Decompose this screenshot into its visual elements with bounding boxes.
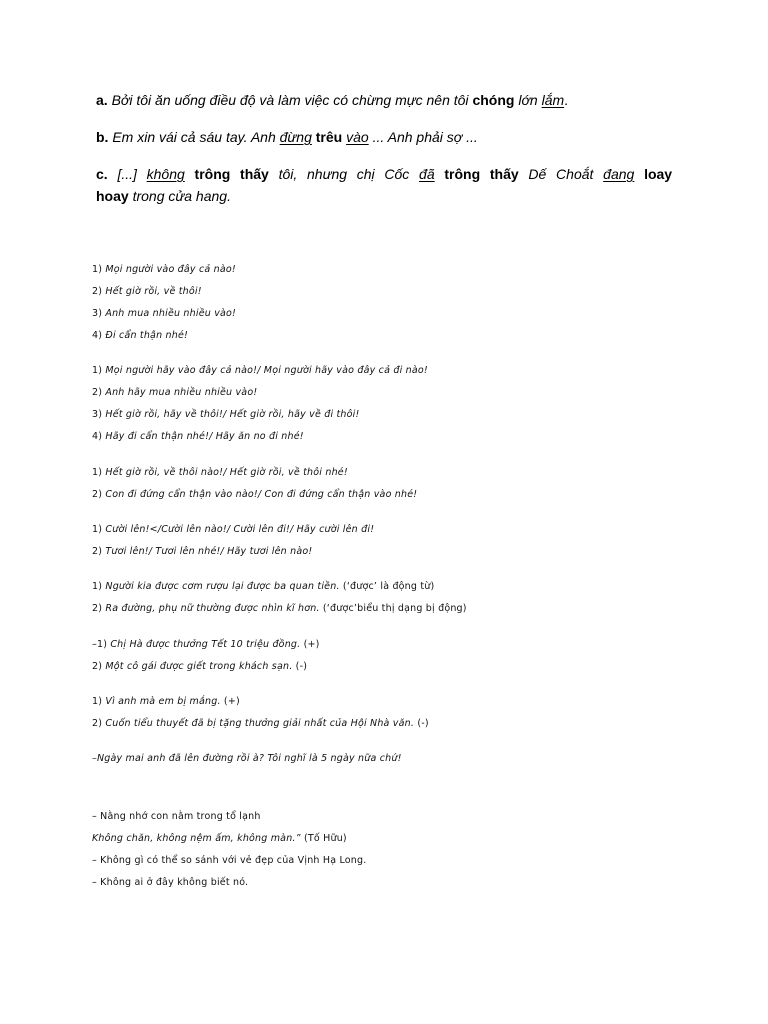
exercise-text: [...] xyxy=(117,166,137,182)
example-line xyxy=(92,855,366,867)
grammar-note: (‘được’ là động từ) xyxy=(342,581,435,592)
example-line xyxy=(92,546,312,558)
exercise-text: ... Anh phải sợ ... xyxy=(372,129,478,145)
underlined-word: đừng xyxy=(279,129,312,145)
example-sentence: Anh hãy mua nhiều nhiều vào! xyxy=(105,387,258,398)
poem-quote: Không chăn, không nệm ấm, không màn.” xyxy=(92,833,301,844)
example-sentence: Mọi người vào đây cả nào! xyxy=(105,264,236,275)
item-number: 2) xyxy=(92,661,103,672)
underlined-word: đang xyxy=(603,166,635,182)
example-line xyxy=(92,365,428,377)
example-line xyxy=(92,489,417,501)
example-line xyxy=(92,718,429,730)
exercise-c-line-2 xyxy=(96,187,231,205)
exercise-text: lớn xyxy=(518,92,538,108)
underlined-word: không xyxy=(146,166,185,182)
item-marker: c. xyxy=(96,166,108,182)
quote-author: (Tố Hữu) xyxy=(304,833,347,844)
example-line xyxy=(92,877,248,889)
example-sentence: Con đi đứng cẩn thận vào nào!/ Con đi đứng cẩn thận vào nhé! xyxy=(105,489,418,500)
item-number: 2) xyxy=(92,286,103,297)
item-number: 2) xyxy=(92,546,103,557)
item-marker: a. xyxy=(96,92,108,108)
item-number: 2) xyxy=(92,603,103,614)
bold-word: chóng xyxy=(472,92,515,108)
exercise-text: trong cửa hang. xyxy=(132,188,231,204)
item-number: 4) xyxy=(92,330,103,341)
bold-word: trêu xyxy=(315,129,343,145)
example-line xyxy=(92,431,304,443)
item-number: 1) xyxy=(92,467,103,478)
example-line xyxy=(92,581,434,593)
example-sentence: Tươi lên!/ Tươi lên nhé!/ Hãy tươi lên nào! xyxy=(105,546,313,557)
example-line xyxy=(92,603,467,615)
underlined-word: lắm xyxy=(541,92,565,108)
exercise-text: tôi, nhưng chị Cốc xyxy=(278,166,410,182)
polarity-note: (+) xyxy=(223,696,240,707)
example-sentence: Cuốn tiểu thuyết đã bị tặng thưởng giải nhất của Hội Nhà văn. xyxy=(105,718,415,729)
item-number: 3) xyxy=(92,308,103,319)
grammar-note: (‘được’biểu thị dạng bị động) xyxy=(322,603,467,614)
item-number: –1) xyxy=(92,639,108,650)
exercise-b xyxy=(96,128,478,146)
bold-word: loay xyxy=(644,166,673,182)
example-line xyxy=(92,833,347,845)
underlined-word: đã xyxy=(419,166,435,182)
item-number: 2) xyxy=(92,718,103,729)
item-number: 1) xyxy=(92,696,103,707)
exercise-text: Bởi tôi ăn uống điều độ và làm việc có chừng mực nên tôi xyxy=(111,92,469,108)
polarity-note: (-) xyxy=(417,718,429,729)
exercise-a xyxy=(96,91,568,109)
example-sentence: Đi cẩn thận nhé! xyxy=(105,330,188,341)
item-number: 2) xyxy=(92,489,103,500)
item-number: 1) xyxy=(92,365,103,376)
bold-word: trông thấy xyxy=(444,166,519,182)
example-sentence: –Ngày mai anh đã lên đường rồi à? Tôi nghĩ là 5 ngày nữa chứ! xyxy=(92,753,402,764)
example-line xyxy=(92,409,360,421)
example-sentence: Hết giờ rồi, về thôi nào!/ Hết giờ rồi, về thôi nhé! xyxy=(105,467,348,478)
example-sentence: Người kia được cơm rượu lại được ba quan tiền. xyxy=(105,581,340,592)
example-line xyxy=(92,639,320,651)
example-line xyxy=(92,661,307,673)
exercise-text: . xyxy=(564,92,569,108)
example-sentence: Anh mua nhiều nhiều vào! xyxy=(105,308,237,319)
example-line xyxy=(92,467,348,479)
item-number: 3) xyxy=(92,409,103,420)
item-number: 2) xyxy=(92,387,103,398)
example-sentence: Hết giờ rồi, về thôi! xyxy=(105,286,202,297)
example-line xyxy=(92,696,240,708)
item-number: 1) xyxy=(92,264,103,275)
underlined-word: vào xyxy=(346,129,369,145)
example-sentence: Vì anh mà em bị mắng. xyxy=(105,696,221,707)
example-line xyxy=(92,387,257,399)
item-number: 1) xyxy=(92,524,103,535)
item-number: 1) xyxy=(92,581,103,592)
example-line xyxy=(92,753,402,765)
exercise-text: Em xin vái cả sáu tay. Anh xyxy=(112,129,276,145)
example-sentence: Hãy đi cẩn thận nhé!/ Hãy ăn no đi nhé! xyxy=(105,431,304,442)
example-line xyxy=(92,264,236,276)
example-line xyxy=(92,524,374,536)
bold-word: trông thấy xyxy=(194,166,269,182)
example-line xyxy=(92,308,236,320)
item-marker: b. xyxy=(96,129,109,145)
bold-word: hoay xyxy=(96,188,129,204)
example-sentence: Cười lên!</Cười lên nào!/ Cười lên đi!/ Hãy cười lên đi! xyxy=(105,524,375,535)
example-sentence: – Nằng nhớ con nằm trong tổ lạnh xyxy=(92,811,261,822)
polarity-note: (-) xyxy=(295,661,308,672)
example-sentence: – Không ai ở đây không biết nó. xyxy=(92,877,249,888)
example-line xyxy=(92,811,261,823)
example-sentence: Mọi người hãy vào đây cả nào!/ Mọi người hãy vào đây cả đi nào! xyxy=(105,365,428,376)
example-line xyxy=(92,286,202,298)
example-sentence: Ra đường, phụ nữ thường được nhìn kĩ hơn. xyxy=(105,603,320,614)
example-sentence: Một cô gái được giết trong khách sạn. xyxy=(105,661,293,672)
example-line xyxy=(92,330,188,342)
example-sentence: Chị Hà được thưởng Tết 10 triệu đồng. xyxy=(110,639,301,650)
example-sentence: Hết giờ rồi, hãy về thôi!/ Hết giờ rồi, hãy về đi thôi! xyxy=(105,409,360,420)
example-sentence: – Không gì có thể so sánh với vẻ đẹp của Vịnh Hạ Long. xyxy=(92,855,367,866)
exercise-text: Dế Choắt xyxy=(528,166,594,182)
exercise-c-line-1 xyxy=(96,165,672,183)
polarity-note: (+) xyxy=(303,639,320,650)
item-number: 4) xyxy=(92,431,103,442)
